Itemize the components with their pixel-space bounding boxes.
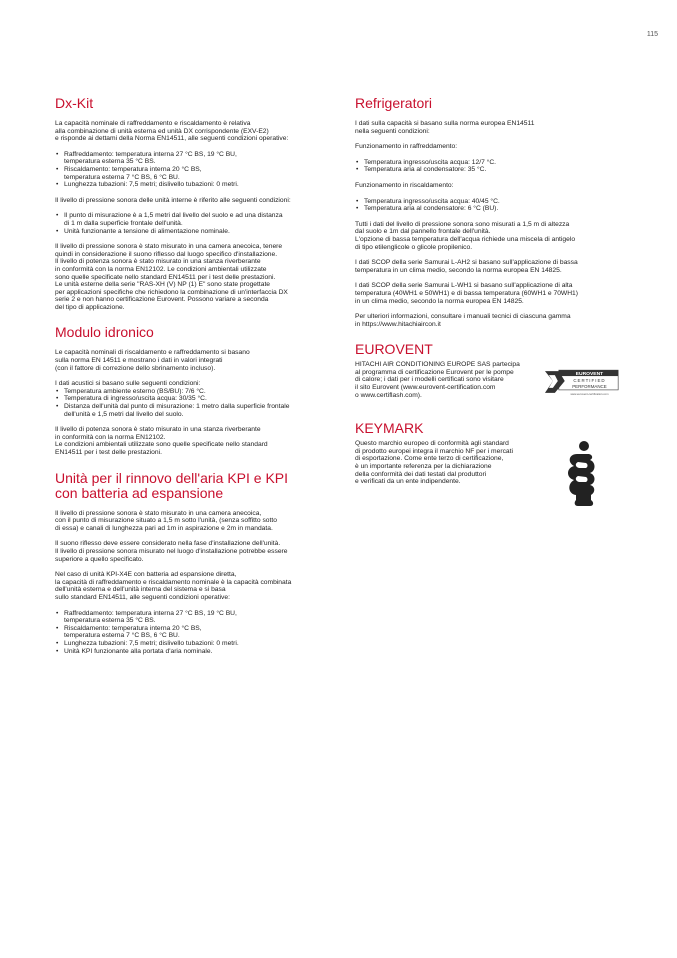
refrigeratori-p4: Per ulteriori informazioni, consultare i manuali tecnici di ciascuna gamma in https://www.hitachiaircon.it [355,313,571,328]
refrigeratori-title: Refrigeratori [355,95,433,111]
list-item: • Il punto di misurazione è a 1,5 metri dal livello del suolo e ad una distanza di 1 m dalla superficie frontale dell'unità. [55,212,325,227]
refrigeratori-p1: Tutti i dati del livello di pressione sonora sono misurati a 1,5 m di altezza dal suolo e 1m dal pannello frontale dell'unità. L'opzione di bassa temperatura dell'acqua richiede una miscela di antigelo di tipo etilenglicole o glicole propilenico. [355,220,576,251]
keymark-logo [564,440,602,510]
kpi-conditions-list [55,610,325,656]
refrigeratori-section [355,96,620,328]
list-item: • Riscaldamento: temperatura interna 20 °C BS, temperatura esterna 7 °C BS, 6 °C BU. [55,166,325,181]
dxkit-section [55,96,325,311]
list-item: • Lunghezza tubazioni: 7,5 metri; dislivello tubazioni: 0 metri. [55,181,325,189]
keymark-section [355,421,620,510]
right-column [355,96,620,524]
modulo-acoustic-list [55,388,325,418]
eurovent-section [355,342,620,407]
list-item: • Unità KPI funzionante alla portata d'aria nominale. [55,648,325,656]
list-item: • Temperatura di ingresso/uscita acqua: 30/35 °C. [55,395,325,403]
eurovent-logo [543,367,620,397]
kpi-p3: Nel caso di unità KPI-X4E con batteria ad espansione diretta, la capacità di raffreddamento e riscaldamento nominale è la capacità combinata dell'unità esterna e dell'unità interna del sistema e si basa sullo standard EN14511, alle seguenti condizioni operative: [55,571,292,601]
eurovent-logo-url: www.eurovent-certification.com [570,393,609,397]
left-column [55,96,325,669]
refrigeratori-p2: I dati SCOP della serie Samurai L-AH2 si basano sull'applicazione di bassa temperatura in un clima medio, secondo la norma europea EN 14825. [355,259,578,274]
modulo-acoustic-intro: I dati acustici si basano sulle seguenti condizioni: [55,380,201,388]
keymark-row [355,440,620,510]
refrigeratori-intro: I dati sulla capacità si basano sulla norma europea EN14511 nella seguenti condizioni: [355,120,535,135]
list-item: • Temperatura ingresso/uscita acqua: 40/45 °C. [355,198,620,206]
list-item: • Raffreddamento: temperatura interna 27 °C BS, 19 °C BU, temperatura esterna 35 °C BS. [55,610,325,625]
keymark-title: KEYMARK [355,420,424,437]
cooling-label: Funzionamento in raffreddamento: [355,143,458,151]
kpi-p1: Il livello di pressione sonora è stato misurato in una camera anecoica, con il punto di misurazione situato a 1,5 m sotto l'unità, (senza soffitto sotto di essa) e canali di lunghezza pari ad 1m in aspirazione e 2m in mandata. [55,509,277,532]
eurovent-logo-line3: PERFORMANCE [572,384,607,390]
kpi-p2: Il suono riflesso deve essere considerato nella fase d'installazione dell'unità. Il livello di pressione sonora misurato nel luogo d'installazione potrebbe essere superiore a quello specificato. [55,540,288,563]
list-item: • Raffreddamento: temperatura interna 27 °C BS, 19 °C BU, temperatura esterna 35 °C BS. [55,151,325,166]
dxkit-sound-intro: Il livello di pressione sonora delle unità interne è riferito alle seguenti condizioni: [55,196,291,204]
list-item: • Riscaldamento: temperatura interna 20 °C BS, temperatura esterna 7 °C BS, 6 °C BU. [55,625,325,640]
refrigeratori-p3: I dati SCOP della serie Samurai L-WH1 si basano sull'applicazione di alta temperatura (40WH1 e 50WH1) e di bassa temperatura (60WH1 e 70WH1) in un clima medio, secondo la norma europea EN 14825. [355,282,579,305]
list-item: • Temperatura ambiente esterno (BS/BU): 7/6 °C. [55,388,325,396]
list-item: • Temperatura ingresso/uscita acqua: 12/7 °C. [355,159,620,167]
kpi-title: Unità per il rinnovo dell'aria KPI e KPI con batteria ad espansione [55,469,289,501]
cooling-list [355,159,620,174]
page-number: 115 [646,31,658,38]
list-item: • Unità funzionante a tensione di alimentazione nominale. [55,228,325,236]
modulo-section [55,325,325,456]
modulo-power-text: Il livello di potenza sonora è stato misurato in una stanza riverberante in conformità con la norma EN12102. Le condizioni ambientali utilizzate sono quelle specificate nello standard EN14511 per i test delle prestazioni. [55,426,268,456]
list-item: • Lunghezza tubazioni: 7,5 metri; dislivello tubazioni: 0 metri. [55,640,325,648]
eurovent-row [355,361,620,407]
dxkit-sound-text: Il livello di pressione sonora è stato misurato in una camera anecoica, tenere quindi in considerazione il suono riflesso dal luogo specifico d'installazione. Il livello di potenza sonora è stato misurato in una stanza riverberante in conformità con la norma EN12102. Le condizioni ambientali utilizzate sono quelle specificate nello standard EN14511 per i test delle prestazioni. Le unità esterne della serie "RAS-XH (V) NP (1) E" sono state progettate per applicazioni specifiche che richiedono la combinazione di un'interfaccia DX serie 2 e non hanno certificazione Eurovent. Possono variare a seconda del tipo di applicazione. [55,243,288,311]
keymark-text: Questo marchio europeo di conformità agli standard di prodotto europei integra il marchio NF per i mercati di esportazione. Come ente terzo di certificazione, è un importante referenza per la dichiarazione della conformità dei dati testati dal produttori e verificati da un ente indipendente. [355,440,513,486]
list-item: • Temperatura aria al condensatore: 6 °C (BU). [355,205,620,213]
eurovent-title: EUROVENT [355,341,433,358]
heating-list [355,198,620,213]
dxkit-title: Dx-Kit [55,95,94,111]
kpi-section [55,471,325,656]
list-item: • Temperatura aria al condensatore: 35 °C. [355,166,620,174]
heating-label: Funzionamento in riscaldamento: [355,181,454,189]
eurovent-logo-line1: EUROVENT [575,372,604,378]
modulo-title: Modulo idronico [55,324,154,341]
dxkit-sound-list [55,212,325,235]
list-item: • Distanza dell'unità dal punto di misurazione: 1 metro dalla superficie frontale dell'unità e 1,5 metri dal livello del suolo. [55,403,325,418]
dxkit-conditions-list [55,151,325,189]
eurovent-logo-line2: CERTIFIED [573,378,606,384]
dxkit-intro: La capacità nominale di raffreddamento e riscaldamento è relativa alla combinazione di unità esterna ed unità DX corrispondente (EXV-E2) e risponde ai dettami della Norma EN14511, alle seguenti condizioni operative: [55,120,289,143]
eurovent-text: HITACHI AIR CONDITIONING EUROPE SAS partecipa al programma di certificazione Eurovent per le pompe di calore; i dati per i modelli certificati sono visitare il sito Eurovent (www.eurovent-certification.com o www.certiflash.com). [355,361,520,399]
modulo-intro: Le capacità nominali di riscaldamento e raffreddamento si basano sulla norma EN 14511 e mostrano i dati in valori integrati (con il fattore di correzione dello sbrinamento incluso). [55,349,250,372]
